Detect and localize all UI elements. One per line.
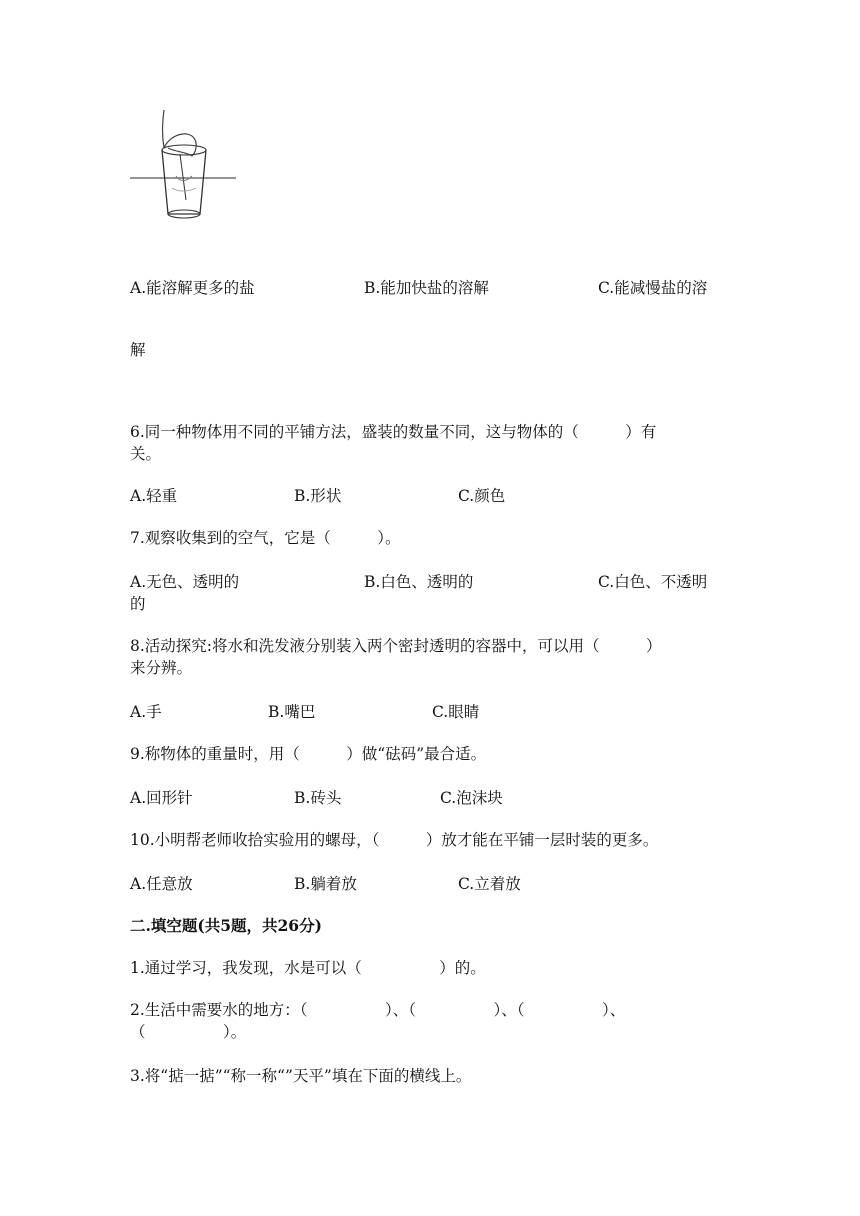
q8-option-a[interactable]: A.手 — [130, 703, 162, 721]
q7-question: 7.观察收集到的空气，它是（ ）。 — [130, 529, 401, 547]
q10-option-c[interactable]: C.立着放 — [458, 875, 521, 893]
q5-option-c-continuation: 解 — [130, 341, 146, 359]
fill-1-question: 1.通过学习，我发现，水是可以（ ）的。 — [130, 959, 486, 977]
q5-option-a[interactable]: A.能溶解更多的盐 — [130, 279, 255, 297]
q7-option-c-continuation: 的 — [130, 595, 146, 613]
q7-option-b[interactable]: B.白色、透明的 — [364, 573, 474, 591]
section-2-title: 二.填空题(共5题，共26分) — [130, 916, 322, 935]
q9-question: 9.称物体的重量时，用（ ）做“砝码”最合适。 — [130, 745, 487, 763]
q8-question-line1: 8.活动探究:将水和洗发液分别装入两个密封透明的容器中，可以用（ ） — [130, 637, 662, 655]
q6-option-b[interactable]: B.形状 — [294, 487, 342, 505]
q7-option-c[interactable]: C.白色、不透明 — [598, 573, 708, 591]
q7-option-a[interactable]: A.无色、透明的 — [130, 573, 240, 591]
q5-option-c[interactable]: C.能减慢盐的溶 — [598, 279, 708, 297]
fill-2-question-line2: （ ）。 — [130, 1023, 247, 1041]
q6-option-c[interactable]: C.颜色 — [458, 487, 506, 505]
q6-question-line1: 6.同一种物体用不同的平铺方法，盛装的数量不同，这与物体的（ ）有 — [130, 423, 657, 441]
fill-3-question: 3.将“掂一掂”“称一称“”天平”填在下面的横线上。 — [130, 1067, 472, 1085]
q10-question: 10.小明帮老师收拾实验用的螺母，（ ）放才能在平铺一层时装的更多。 — [130, 831, 659, 849]
q8-question-line2: 来分辨。 — [130, 659, 193, 677]
q10-option-a[interactable]: A.任意放 — [130, 875, 193, 893]
q9-option-a[interactable]: A.回形针 — [130, 789, 193, 807]
q10-option-b[interactable]: B.躺着放 — [294, 875, 357, 893]
q8-option-c[interactable]: C.眼睛 — [432, 703, 480, 721]
q9-option-b[interactable]: B.砖头 — [294, 789, 342, 807]
q9-option-c[interactable]: C.泡沫块 — [440, 789, 503, 807]
fill-2-question-line1: 2.生活中需要水的地方：（ ）、（ ）、（ ）、 — [130, 1001, 626, 1019]
q6-question-line2: 关。 — [130, 445, 162, 463]
stirring-glass-illustration — [128, 104, 240, 220]
q5-option-b[interactable]: B.能加快盐的溶解 — [364, 279, 489, 297]
q6-option-a[interactable]: A.轻重 — [130, 487, 178, 505]
q8-option-b[interactable]: B.嘴巴 — [268, 703, 316, 721]
